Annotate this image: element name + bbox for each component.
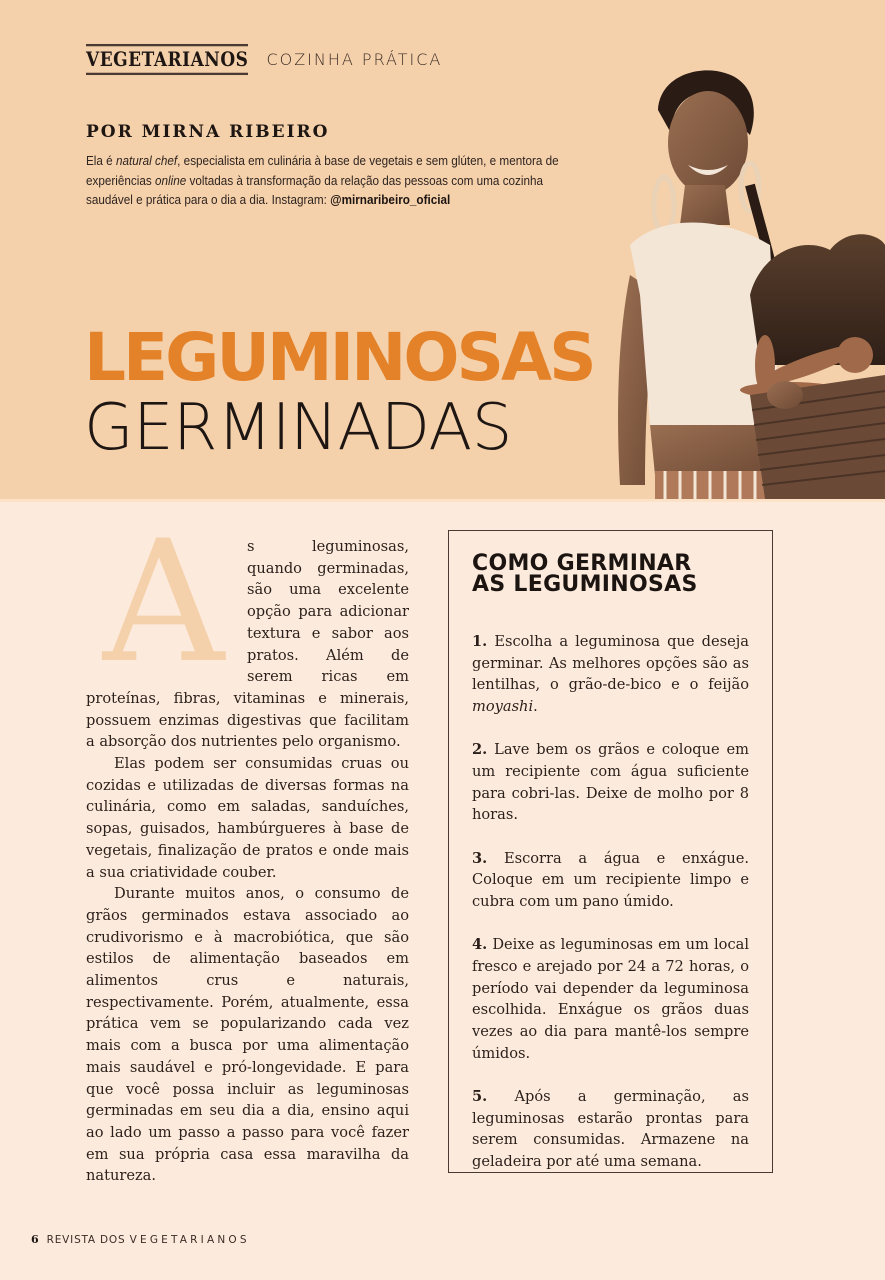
magazine-name-part: VEGETARIANOS — [129, 1233, 250, 1246]
box-title-line: COMO GERMINAR — [472, 551, 692, 576]
section-tag: VEGETARIANOS — [86, 43, 248, 74]
drop-cap: A — [102, 504, 225, 700]
title-line-2: GERMINADAS — [84, 391, 512, 465]
page-number: 6 — [31, 1233, 39, 1246]
step-number: 2. — [472, 741, 488, 759]
article-body — [86, 504, 409, 1187]
step-text: Escolha a leguminosa que deseja germinar. As melhores opções são as lentilhas, o grão-de-bico e o feijão — [472, 633, 749, 694]
box-title — [472, 553, 749, 595]
how-to-box — [448, 530, 773, 1173]
section-subtitle: COZINHA PRÁTICA — [266, 49, 443, 69]
step-item — [472, 1086, 749, 1173]
section-header — [86, 43, 442, 75]
bio-text: voltadas à transformação da relação das pessoas com uma cozinha saudável e prática para o dia a dia. Instagram: — [86, 173, 544, 207]
magazine-name — [47, 1234, 250, 1246]
instagram-handle[interactable]: @mirnaribeiro_oficial — [330, 193, 451, 207]
bio-text: , especialista em culinária à base de vegetais e sem glúten, e mentora de experiências — [86, 154, 559, 188]
step-number: 5. — [472, 1087, 488, 1105]
author-bio — [86, 152, 560, 211]
step-text: Após a germinação, as leguminosas estarão prontas para serem consumidas. Armazene na geladeira por até uma semana. — [472, 1087, 749, 1171]
step-text: Deixe as leguminosas em um local fresco e arejado por 24 a 72 horas, o período vai depender da leguminosa escolhida. Enxágue os grãos duas vezes ao dia para mantê-los sempre úmidos. — [472, 936, 749, 1062]
step-item — [472, 739, 749, 826]
bio-text: Ela é — [86, 154, 116, 168]
magazine-name-part: REVISTA DOS — [46, 1233, 130, 1246]
step-item — [472, 934, 749, 1064]
step-italic: moyashi — [472, 698, 534, 716]
article-paragraph: s leguminosas, quando germinadas, são uma excelente opção para adicionar textura e sabor aos pratos. Além de serem ricas em proteínas, fibras, vitaminas e minerais, possuem enzimas digestivas que facilitam a absorção dos nutrientes pelo organismo. — [86, 538, 409, 751]
step-item — [472, 848, 749, 913]
page-footer — [31, 1233, 250, 1246]
bio-emphasis: natural chef — [115, 154, 178, 168]
step-text: . — [533, 698, 538, 716]
box-title-line: AS LEGUMINOSAS — [472, 572, 698, 597]
hero-banner — [0, 0, 885, 499]
author-photo — [600, 65, 885, 499]
step-number: 1. — [472, 633, 488, 650]
article-paragraph: Elas podem ser consumidas cruas ou cozidas e utilizadas de diversas formas na culinária, como em saladas, sanduíches, sopas, guisados, hambúrgueres à base de vegetais, finalização de pratos e onde mais a sua criatividade couber. — [86, 755, 409, 881]
author-byline: POR MIRNA RIBEIRO — [86, 122, 330, 142]
step-text: Lave bem os grãos e coloque em um recipiente com água suficiente para cobri-las. Deixe de molho por 8 horas. — [472, 741, 749, 824]
bio-emphasis: online — [155, 173, 187, 188]
step-number: 4. — [472, 936, 488, 954]
title-line-1: LEGUMINOSAS — [84, 319, 594, 396]
step-text: Escorra a água e enxágue. Coloque em um recipiente limpo e cubra com um pano úmido. — [472, 849, 749, 911]
hero-divider — [0, 499, 885, 502]
step-item — [472, 631, 749, 718]
step-number: 3. — [472, 849, 488, 867]
article-paragraph: Durante muitos anos, o consumo de grãos germinados estava associado ao crudivorismo e à macrobiótica, que são estilos de alimentação baseados em alimentos crus e naturais, respectivamente. Porém, atualmente, essa prática vem se popularizando cada vez mais com a busca por uma alimentação mais saudável e pró-longevidade. E para que você possa incluir as leguminosas germinadas em seu dia a dia, ensino aqui ao lado um passo a passo para você fazer em sua própria casa essa maravilha da natureza. — [86, 885, 409, 1185]
